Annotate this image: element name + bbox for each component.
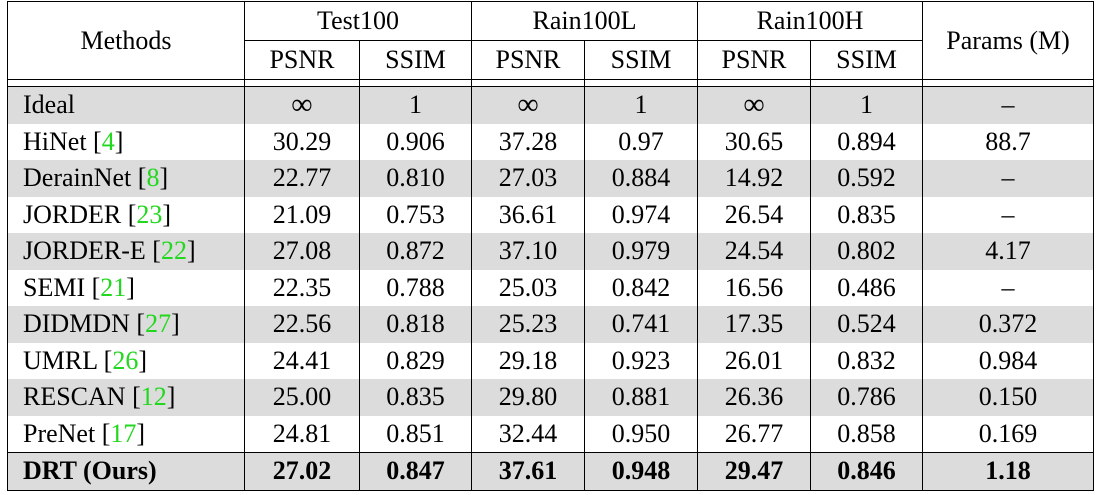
citation-link[interactable]: 23 xyxy=(136,199,163,229)
group-header-rain100h: Rain100H xyxy=(698,2,923,41)
value-cell: 21.09 xyxy=(245,197,360,234)
value-cell: 26.01 xyxy=(698,343,811,380)
method-cell: UMRL [26] xyxy=(8,343,245,380)
citation-link[interactable]: 8 xyxy=(146,163,160,193)
params-cell: 0.984 xyxy=(923,343,1094,380)
value-cell: 27.08 xyxy=(245,233,360,270)
value-cell: 1 xyxy=(360,87,472,124)
value-cell: 0.818 xyxy=(360,306,472,343)
value-cell: 0.786 xyxy=(811,379,923,416)
value-cell: 27.02 xyxy=(245,453,360,491)
params-cell: 4.17 xyxy=(923,233,1094,270)
citation-link[interactable]: 26 xyxy=(112,345,139,375)
table-row xyxy=(8,124,1094,161)
sub-header-psnr: PSNR xyxy=(698,41,811,80)
table-row xyxy=(8,453,1094,491)
params-cell: 1.18 xyxy=(923,453,1094,491)
params-header: Params (M) xyxy=(923,2,1094,80)
method-name: HiNet xyxy=(23,126,94,156)
value-cell: 27.03 xyxy=(472,160,585,197)
value-cell: ∞ xyxy=(245,87,360,124)
params-cell: 0.150 xyxy=(923,379,1094,416)
citation-link[interactable]: 27 xyxy=(145,309,172,339)
results-table-container xyxy=(7,1,1093,491)
table-row xyxy=(8,160,1094,197)
value-cell: 22.56 xyxy=(245,306,360,343)
value-cell: 0.835 xyxy=(360,379,472,416)
sub-header-psnr: PSNR xyxy=(245,41,360,80)
value-cell: 0.979 xyxy=(585,233,698,270)
value-cell: 1 xyxy=(811,87,923,124)
table-row xyxy=(8,416,1094,453)
method-name: PreNet xyxy=(23,418,102,448)
params-cell: – xyxy=(923,87,1094,124)
table-row xyxy=(8,87,1094,124)
value-cell: 26.36 xyxy=(698,379,811,416)
params-cell: – xyxy=(923,197,1094,234)
method-cell: DIDMDN [27] xyxy=(8,306,245,343)
value-cell: 25.00 xyxy=(245,379,360,416)
value-cell: 24.54 xyxy=(698,233,811,270)
value-cell: ∞ xyxy=(698,87,811,124)
value-cell: 0.97 xyxy=(585,124,698,161)
value-cell: 0.802 xyxy=(811,233,923,270)
method-cell: JORDER-E [22] xyxy=(8,233,245,270)
value-cell: 16.56 xyxy=(698,270,811,307)
value-cell: 17.35 xyxy=(698,306,811,343)
method-cell: PreNet [17] xyxy=(8,416,245,453)
value-cell: 0.894 xyxy=(811,124,923,161)
value-cell: 22.77 xyxy=(245,160,360,197)
value-cell: 0.832 xyxy=(811,343,923,380)
value-cell: 0.835 xyxy=(811,197,923,234)
value-cell: 29.47 xyxy=(698,453,811,491)
value-cell: 24.41 xyxy=(245,343,360,380)
method-name: RESCAN xyxy=(23,382,133,412)
params-cell: 0.169 xyxy=(923,416,1094,453)
value-cell: 0.950 xyxy=(585,416,698,453)
value-cell: 0.486 xyxy=(811,270,923,307)
value-cell: 1 xyxy=(585,87,698,124)
params-cell: – xyxy=(923,160,1094,197)
citation-link[interactable]: 12 xyxy=(140,382,167,412)
citation-link[interactable]: 22 xyxy=(160,236,187,266)
method-name: DerainNet xyxy=(23,163,138,193)
value-cell: 0.810 xyxy=(360,160,472,197)
value-cell: 0.884 xyxy=(585,160,698,197)
table-row xyxy=(8,197,1094,234)
method-name: DRT (Ours) xyxy=(23,456,157,486)
value-cell: 25.23 xyxy=(472,306,585,343)
value-cell: 0.592 xyxy=(811,160,923,197)
table-row xyxy=(8,233,1094,270)
value-cell: 0.906 xyxy=(360,124,472,161)
value-cell: 30.65 xyxy=(698,124,811,161)
value-cell: 37.10 xyxy=(472,233,585,270)
method-cell: SEMI [21] xyxy=(8,270,245,307)
methods-header: Methods xyxy=(8,2,245,80)
value-cell: 0.842 xyxy=(585,270,698,307)
method-name: Ideal xyxy=(23,90,75,120)
value-cell: 0.847 xyxy=(360,453,472,491)
group-header-rain100l: Rain100L xyxy=(472,2,698,41)
method-cell: HiNet [4] xyxy=(8,124,245,161)
sub-header-ssim: SSIM xyxy=(811,41,923,80)
value-cell: 36.61 xyxy=(472,197,585,234)
value-cell: 0.974 xyxy=(585,197,698,234)
value-cell: 37.28 xyxy=(472,124,585,161)
value-cell: 0.851 xyxy=(360,416,472,453)
value-cell: 29.18 xyxy=(472,343,585,380)
method-name: DIDMDN xyxy=(23,309,137,339)
method-name: JORDER xyxy=(23,199,128,229)
sub-header-ssim: SSIM xyxy=(585,41,698,80)
value-cell: 37.61 xyxy=(472,453,585,491)
value-cell: 25.03 xyxy=(472,270,585,307)
method-name: SEMI xyxy=(23,272,92,302)
params-cell: – xyxy=(923,270,1094,307)
group-header-test100: Test100 xyxy=(245,2,472,41)
value-cell: 22.35 xyxy=(245,270,360,307)
citation-link[interactable]: 21 xyxy=(100,272,127,302)
value-cell: 0.948 xyxy=(585,453,698,491)
params-cell: 0.372 xyxy=(923,306,1094,343)
params-cell: 88.7 xyxy=(923,124,1094,161)
value-cell: 0.788 xyxy=(360,270,472,307)
method-cell xyxy=(8,453,245,491)
method-cell xyxy=(8,87,245,124)
sub-header-psnr: PSNR xyxy=(472,41,585,80)
value-cell: 0.753 xyxy=(360,197,472,234)
value-cell: 0.741 xyxy=(585,306,698,343)
value-cell: 26.77 xyxy=(698,416,811,453)
value-cell: 0.881 xyxy=(585,379,698,416)
value-cell: 26.54 xyxy=(698,197,811,234)
results-table xyxy=(7,1,1094,491)
value-cell: 30.29 xyxy=(245,124,360,161)
value-cell: 24.81 xyxy=(245,416,360,453)
table-row xyxy=(8,343,1094,380)
value-cell: 14.92 xyxy=(698,160,811,197)
table-row xyxy=(8,306,1094,343)
method-cell: JORDER [23] xyxy=(8,197,245,234)
method-name: JORDER-E xyxy=(23,236,153,266)
table-row xyxy=(8,270,1094,307)
value-cell: 0.829 xyxy=(360,343,472,380)
citation-link[interactable]: 17 xyxy=(110,418,137,448)
value-cell: 0.524 xyxy=(811,306,923,343)
table-row xyxy=(8,379,1094,416)
value-cell: 29.80 xyxy=(472,379,585,416)
sub-header-ssim: SSIM xyxy=(360,41,472,80)
method-cell: RESCAN [12] xyxy=(8,379,245,416)
value-cell: 0.846 xyxy=(811,453,923,491)
value-cell: ∞ xyxy=(472,87,585,124)
value-cell: 32.44 xyxy=(472,416,585,453)
value-cell: 0.872 xyxy=(360,233,472,270)
method-name: UMRL xyxy=(23,345,104,375)
method-cell: DerainNet [8] xyxy=(8,160,245,197)
value-cell: 0.858 xyxy=(811,416,923,453)
value-cell: 0.923 xyxy=(585,343,698,380)
citation-link[interactable]: 4 xyxy=(101,126,115,156)
